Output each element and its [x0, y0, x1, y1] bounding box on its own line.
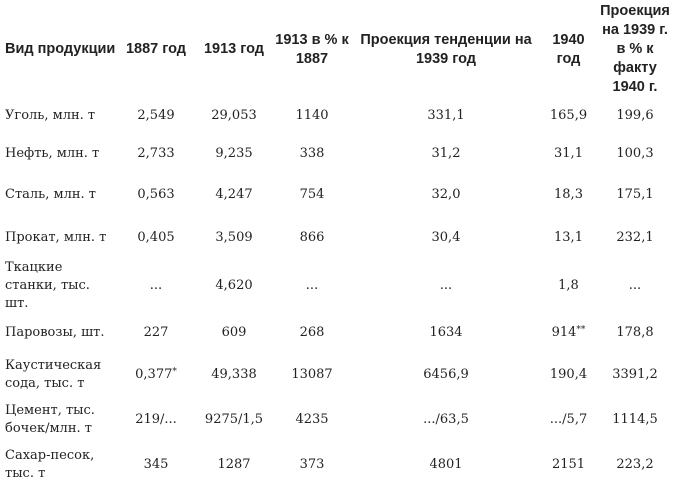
cell-projection-pct: 100,3	[616, 146, 654, 161]
cell-projection-1939: 4801	[429, 456, 463, 472]
cell-1887: 0,377*	[135, 366, 177, 382]
cell-projection-pct: 1114,5	[612, 411, 658, 427]
table-header-row	[0, 2, 674, 97]
cell-1913: 49,338	[211, 366, 257, 382]
cell-product: Уголь, млн. т	[5, 108, 96, 123]
cell-1913: 3,509	[215, 230, 253, 245]
cell-1913: 29,053	[211, 108, 257, 123]
cell-product: Паровозы, шт.	[5, 324, 105, 340]
cell-1913-pct: 754	[299, 187, 325, 202]
cell-product: Сахар-песок, тыс. т	[5, 447, 95, 481]
cell-projection-pct: ...	[628, 278, 642, 293]
cell-product: Прокат, млн. т	[5, 230, 107, 245]
cell-1940: 18,3	[554, 187, 583, 202]
cell-1887: 345	[143, 456, 169, 472]
cell-1940: 914**	[551, 324, 586, 340]
cell-projection-1939: .../63,5	[423, 411, 469, 427]
cell-1940: 1,8	[558, 278, 579, 293]
table-row	[0, 313, 674, 352]
cell-1940: 190,4	[549, 366, 588, 382]
cell-1913-pct: 13087	[291, 366, 333, 382]
cell-1913-pct: 1140	[295, 108, 329, 123]
header-product: Вид продукции	[5, 41, 116, 57]
cell-1913: 9275/1,5	[204, 411, 264, 427]
cell-projection-1939: 31,2	[431, 146, 461, 161]
cell-1887: 2,549	[137, 108, 175, 123]
cell-product: Сталь, млн. т	[5, 187, 96, 202]
cell-1887: 219/...	[135, 411, 177, 427]
table-row	[0, 97, 674, 135]
table-row	[0, 397, 674, 442]
cell-1913: 4,247	[215, 187, 253, 202]
cell-1913: 4,620	[215, 278, 253, 293]
header-projection-1939: Проекция тенденции на 1939 год	[360, 31, 532, 67]
cell-1940: 165,9	[549, 108, 588, 123]
cell-projection-pct: 223,2	[616, 456, 654, 472]
production-table	[0, 2, 674, 487]
footnote-marker: *	[172, 366, 177, 377]
header-1940: 1940 год	[552, 31, 585, 67]
cell-projection-pct: 178,8	[616, 324, 654, 340]
cell-1913-pct: 866	[299, 230, 325, 245]
cell-1940: 31,1	[554, 146, 583, 161]
cell-1913-pct: 338	[299, 146, 325, 161]
table-row	[0, 135, 674, 173]
table-row	[0, 352, 674, 397]
cell-1887: 0,405	[137, 230, 175, 245]
table-row	[0, 259, 674, 313]
header-projection-pct: Проекция на 1939 г. в % к факту 1940 г.	[600, 3, 670, 95]
cell-1913-pct: 268	[299, 324, 325, 340]
cell-product: Цемент, тыс. бочек/млн. т	[5, 402, 95, 436]
cell-1887: 227	[143, 324, 169, 340]
cell-1913: 9,235	[215, 146, 253, 161]
cell-1940: 2151	[551, 456, 586, 472]
cell-projection-1939: 1634	[429, 324, 463, 340]
cell-projection-1939: 6456,9	[423, 366, 469, 382]
cell-projection-pct: 175,1	[616, 187, 654, 202]
cell-projection-pct: 199,6	[616, 108, 654, 123]
cell-1913-pct: ...	[305, 278, 319, 293]
cell-1940: .../5,7	[549, 411, 588, 427]
cell-product: Ткацкие станки, тыс. шт.	[5, 260, 90, 311]
cell-1913-pct: 373	[299, 456, 325, 472]
table-row	[0, 173, 674, 217]
cell-projection-1939: 30,4	[431, 230, 461, 245]
cell-1940: 13,1	[554, 230, 583, 245]
cell-1913: 609	[221, 324, 247, 340]
cell-projection-pct: 3391,2	[612, 366, 658, 382]
cell-product: Нефть, млн. т	[5, 146, 100, 161]
footnote-marker: **	[576, 324, 586, 335]
table-row	[0, 217, 674, 259]
header-1887: 1887 год	[125, 41, 186, 57]
table-row	[0, 442, 674, 487]
cell-1913-pct: 4235	[295, 411, 329, 427]
cell-projection-1939: 331,1	[427, 108, 465, 123]
cell-projection-1939: 32,0	[431, 187, 461, 202]
cell-projection-1939: ...	[439, 278, 453, 293]
cell-1913: 1287	[217, 456, 251, 472]
header-1913-pct: 1913 в % к 1887	[275, 31, 349, 67]
cell-product: Каустическая сода, тыс. т	[5, 357, 102, 391]
cell-1887: ...	[149, 278, 163, 293]
cell-1887: 0,563	[137, 187, 175, 202]
header-1913: 1913 год	[203, 41, 264, 57]
cell-1887: 2,733	[137, 146, 175, 161]
cell-projection-pct: 232,1	[616, 230, 654, 245]
